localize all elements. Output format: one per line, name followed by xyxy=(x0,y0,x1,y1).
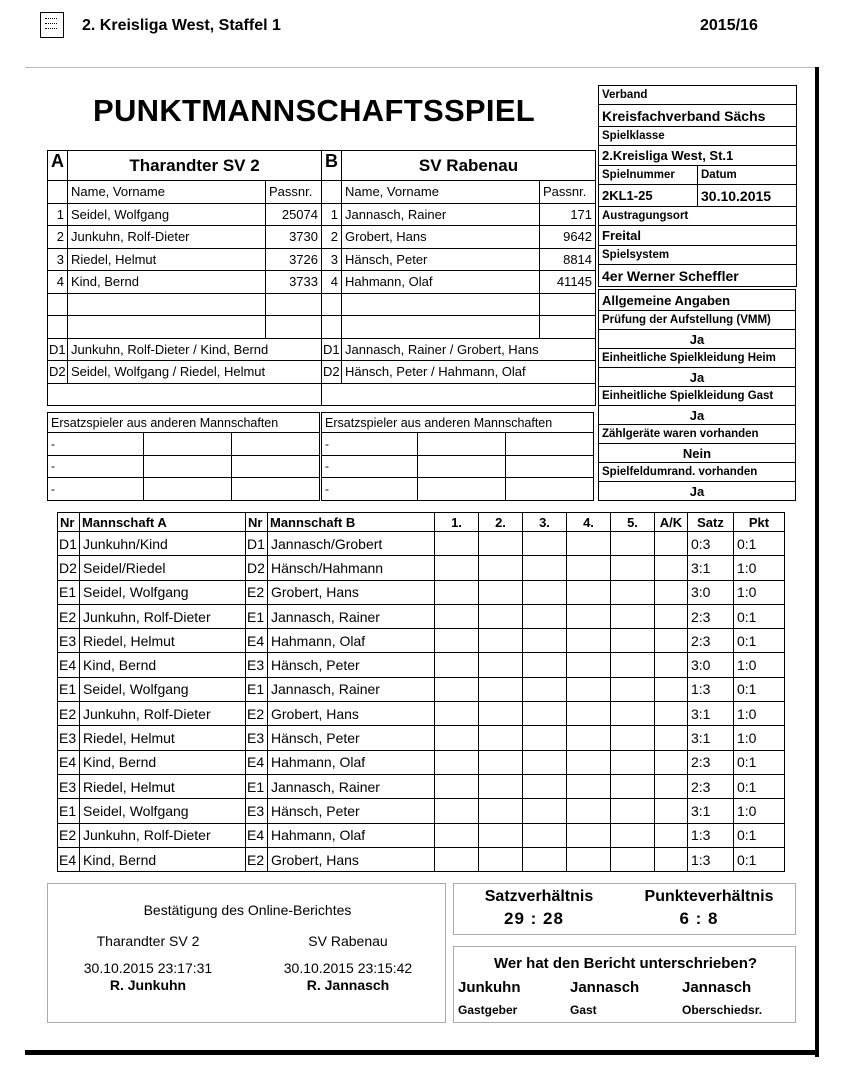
confirmation-title: Bestätigung des Online-Berichtes xyxy=(143,902,352,918)
team-a-letter: A xyxy=(48,151,68,181)
set-5 xyxy=(611,604,655,628)
confirmation-signer-b: R. Jannasch xyxy=(306,977,390,993)
ak-cell xyxy=(655,556,688,580)
set-4 xyxy=(567,629,611,653)
set-3 xyxy=(523,580,567,604)
match-pkt: 1:0 xyxy=(734,556,785,580)
match-player-a: Riedel, Helmut xyxy=(80,726,246,750)
set-4 xyxy=(567,774,611,798)
confirmation-time-b: 30.10.2015 23:15:42 xyxy=(283,960,413,976)
doubles-row: D1 Jannasch, Rainer / Grobert, Hans xyxy=(322,338,596,361)
role-guest: Gast xyxy=(570,1003,597,1017)
match-row xyxy=(58,556,785,580)
set-4 xyxy=(567,677,611,701)
set-2 xyxy=(479,629,523,653)
ak-cell xyxy=(655,726,688,750)
player-row: 2 Grobert, Hans 9642 xyxy=(322,226,596,249)
match-player-a: Riedel, Helmut xyxy=(80,629,246,653)
set-4 xyxy=(567,847,611,871)
player-row: 3 Hänsch, Peter 8814 xyxy=(322,248,596,271)
spielnummer-label: Spielnummer xyxy=(599,166,698,185)
match-satz: 3:1 xyxy=(688,726,734,750)
confirmation-team-a: Tharandter SV 2 xyxy=(96,933,200,949)
set-2 xyxy=(479,799,523,823)
signer-referee: Jannasch xyxy=(682,979,752,996)
match-row xyxy=(58,580,785,604)
set-2 xyxy=(479,750,523,774)
match-satz: 0:3 xyxy=(688,532,734,556)
match-player-b: Hänsch, Peter xyxy=(268,653,435,677)
ak-cell xyxy=(655,653,688,677)
match-nr-a: E3 xyxy=(58,726,80,750)
match-player-a: Seidel, Wolfgang xyxy=(80,580,246,604)
spielnummer-value: 2KL1-25 xyxy=(599,185,698,207)
match-satz: 3:0 xyxy=(688,653,734,677)
match-player-b: Jannasch, Rainer xyxy=(268,774,435,798)
set-1 xyxy=(435,629,479,653)
ak-cell xyxy=(655,702,688,726)
set-3 xyxy=(523,677,567,701)
set-2 xyxy=(479,556,523,580)
angaben-label: Spielfeldumrand. vorhanden xyxy=(599,463,796,482)
match-nr-a: E1 xyxy=(58,677,80,701)
set-3 xyxy=(523,556,567,580)
player-row: 4 Hahmann, Olaf 41145 xyxy=(322,271,596,294)
match-player-a: Junkuhn/Kind xyxy=(80,532,246,556)
set-1 xyxy=(435,726,479,750)
verband-label: Verband xyxy=(599,86,797,105)
ak-cell xyxy=(655,774,688,798)
set-4 xyxy=(567,556,611,580)
ak-cell xyxy=(655,532,688,556)
match-satz: 2:3 xyxy=(688,604,734,628)
match-pkt: 1:0 xyxy=(734,702,785,726)
match-player-b: Hänsch/Hahmann xyxy=(268,556,435,580)
match-pkt: 1:0 xyxy=(734,653,785,677)
set-2 xyxy=(479,677,523,701)
signer-guest: Jannasch xyxy=(570,979,640,996)
match-satz: 3:1 xyxy=(688,556,734,580)
datum-label: Datum xyxy=(698,166,797,185)
angaben-value: Ja xyxy=(599,330,796,349)
match-nr-b: E1 xyxy=(246,604,268,628)
match-player-a: Seidel/Riedel xyxy=(80,556,246,580)
set-2 xyxy=(479,823,523,847)
verband-value: Kreisfachverband Sächs xyxy=(599,105,797,127)
match-player-b: Jannasch, Rainer xyxy=(268,604,435,628)
ak-cell xyxy=(655,823,688,847)
set-3 xyxy=(523,532,567,556)
match-satz: 2:3 xyxy=(688,629,734,653)
matches-header: Nr Mannschaft A Nr Mannschaft B 1. 2. 3. 4. 5. A/K Satz Pkt xyxy=(58,513,785,532)
set-1 xyxy=(435,823,479,847)
match-player-b: Grobert, Hans xyxy=(268,847,435,871)
set-2 xyxy=(479,653,523,677)
verband-block xyxy=(598,85,796,287)
role-host: Gastgeber xyxy=(458,1003,518,1017)
set-1 xyxy=(435,580,479,604)
doubles-row: D1 Junkuhn, Rolf-Dieter / Kind, Bernd xyxy=(48,338,322,361)
match-row xyxy=(58,653,785,677)
team-a-block xyxy=(47,150,321,406)
set-5 xyxy=(611,750,655,774)
match-player-b: Hahmann, Olaf xyxy=(268,750,435,774)
player-row: 1 Seidel, Wolfgang 25074 xyxy=(48,203,322,226)
page-frame-top xyxy=(25,67,815,68)
match-player-b: Hahmann, Olaf xyxy=(268,629,435,653)
match-row xyxy=(58,750,785,774)
set-3 xyxy=(523,847,567,871)
match-nr-b: E2 xyxy=(246,847,268,871)
match-pkt: 0:1 xyxy=(734,604,785,628)
match-row xyxy=(58,629,785,653)
season: 2015/16 xyxy=(700,17,758,34)
system-value: 4er Werner Scheffler xyxy=(599,265,797,287)
confirmation-box xyxy=(47,883,446,1023)
match-satz: 2:3 xyxy=(688,774,734,798)
player-row: 4 Kind, Bernd 3733 xyxy=(48,271,322,294)
spielklasse-label: Spielklasse xyxy=(599,127,797,146)
set-4 xyxy=(567,580,611,604)
match-player-a: Riedel, Helmut xyxy=(80,774,246,798)
match-nr-a: E2 xyxy=(58,604,80,628)
match-pkt: 1:0 xyxy=(734,726,785,750)
match-satz: 3:1 xyxy=(688,702,734,726)
match-nr-b: E4 xyxy=(246,750,268,774)
angaben-block xyxy=(598,289,796,501)
subs-b-label: Ersatzspieler aus anderen Mannschaften xyxy=(322,413,594,433)
match-nr-a: E3 xyxy=(58,774,80,798)
match-player-a: Junkuhn, Rolf-Dieter xyxy=(80,823,246,847)
match-row xyxy=(58,799,785,823)
col-name-a: Name, Vorname xyxy=(68,181,266,204)
set-4 xyxy=(567,823,611,847)
page-title: PUNKTMANNSCHAFTSSPIEL xyxy=(93,93,536,128)
match-player-a: Kind, Bernd xyxy=(80,847,246,871)
set-2 xyxy=(479,726,523,750)
match-row xyxy=(58,677,785,701)
match-satz: 1:3 xyxy=(688,677,734,701)
role-referee: Oberschiedsr. xyxy=(682,1003,763,1017)
matches-block xyxy=(57,512,784,872)
set-3 xyxy=(523,604,567,628)
match-nr-b: D1 xyxy=(246,532,268,556)
match-row xyxy=(58,702,785,726)
ak-cell xyxy=(655,629,688,653)
set-5 xyxy=(611,726,655,750)
punkte-label: Punkteverhältnis xyxy=(644,888,774,905)
match-satz: 3:1 xyxy=(688,799,734,823)
match-nr-b: E3 xyxy=(246,799,268,823)
signed-box xyxy=(453,946,796,1023)
match-pkt: 0:1 xyxy=(734,629,785,653)
angaben-label: Einheitliche Spielkleidung Heim xyxy=(599,349,796,368)
satz-label: Satzverhältnis xyxy=(484,888,594,905)
set-1 xyxy=(435,677,479,701)
match-nr-a: D2 xyxy=(58,556,80,580)
player-row: 2 Junkuhn, Rolf-Dieter 3730 xyxy=(48,226,322,249)
document-icon xyxy=(40,12,64,38)
ak-cell xyxy=(655,580,688,604)
set-4 xyxy=(567,750,611,774)
match-nr-a: E1 xyxy=(58,580,80,604)
match-nr-a: E4 xyxy=(58,750,80,774)
match-player-b: Hänsch, Peter xyxy=(268,726,435,750)
angaben-value: Ja xyxy=(599,482,796,501)
set-4 xyxy=(567,726,611,750)
match-pkt: 1:0 xyxy=(734,580,785,604)
match-nr-a: E4 xyxy=(58,847,80,871)
set-5 xyxy=(611,580,655,604)
ak-cell xyxy=(655,604,688,628)
match-nr-b: E2 xyxy=(246,580,268,604)
match-nr-b: E2 xyxy=(246,702,268,726)
match-player-b: Jannasch, Rainer xyxy=(268,677,435,701)
page-frame-bottom xyxy=(25,1050,819,1055)
set-4 xyxy=(567,702,611,726)
match-pkt: 1:0 xyxy=(734,799,785,823)
set-1 xyxy=(435,702,479,726)
match-nr-b: E4 xyxy=(246,629,268,653)
team-b-letter: B xyxy=(322,151,342,181)
set-2 xyxy=(479,532,523,556)
ort-value: Freital xyxy=(599,226,797,246)
angaben-value: Nein xyxy=(599,444,796,463)
signed-question: Wer hat den Bericht unterschrieben? xyxy=(493,955,758,972)
set-1 xyxy=(435,556,479,580)
datum-value: 30.10.2015 xyxy=(698,185,797,207)
match-nr-b: E4 xyxy=(246,823,268,847)
doubles-row: D2 Hänsch, Peter / Hahmann, Olaf xyxy=(322,361,596,384)
punkte-value: 6 : 8 xyxy=(679,909,719,928)
match-player-a: Kind, Bernd xyxy=(80,653,246,677)
set-3 xyxy=(523,653,567,677)
match-satz: 2:3 xyxy=(688,750,734,774)
match-player-a: Junkuhn, Rolf-Dieter xyxy=(80,604,246,628)
set-3 xyxy=(523,629,567,653)
set-4 xyxy=(567,532,611,556)
set-5 xyxy=(611,774,655,798)
col-name-b: Name, Vorname xyxy=(342,181,540,204)
ort-label: Austragungsort xyxy=(599,207,797,226)
match-pkt: 0:1 xyxy=(734,823,785,847)
match-satz: 1:3 xyxy=(688,823,734,847)
totals-box xyxy=(453,883,796,935)
match-row xyxy=(58,604,785,628)
set-5 xyxy=(611,677,655,701)
col-pass-a: Passnr. xyxy=(266,181,322,204)
match-nr-b: E1 xyxy=(246,774,268,798)
ak-cell xyxy=(655,847,688,871)
set-2 xyxy=(479,580,523,604)
col-pass-b: Passnr. xyxy=(540,181,596,204)
set-2 xyxy=(479,774,523,798)
set-5 xyxy=(611,823,655,847)
set-3 xyxy=(523,823,567,847)
match-nr-b: E3 xyxy=(246,726,268,750)
match-player-a: Seidel, Wolfgang xyxy=(80,677,246,701)
set-5 xyxy=(611,702,655,726)
match-nr-b: D2 xyxy=(246,556,268,580)
set-1 xyxy=(435,604,479,628)
set-5 xyxy=(611,653,655,677)
match-nr-a: E3 xyxy=(58,629,80,653)
set-3 xyxy=(523,750,567,774)
set-5 xyxy=(611,532,655,556)
team-b-block xyxy=(321,150,595,406)
team-b-name: SV Rabenau xyxy=(342,151,596,181)
match-nr-a: D1 xyxy=(58,532,80,556)
match-nr-a: E2 xyxy=(58,702,80,726)
set-5 xyxy=(611,629,655,653)
match-row xyxy=(58,532,785,556)
satz-value: 29 : 28 xyxy=(504,909,564,928)
set-1 xyxy=(435,750,479,774)
subs-b-block: Ersatzspieler aus anderen Mannschaften - - - xyxy=(321,412,593,501)
match-nr-a: E1 xyxy=(58,799,80,823)
match-row xyxy=(58,774,785,798)
match-pkt: 0:1 xyxy=(734,532,785,556)
set-1 xyxy=(435,653,479,677)
set-3 xyxy=(523,726,567,750)
set-4 xyxy=(567,604,611,628)
doubles-row: D2 Seidel, Wolfgang / Riedel, Helmut xyxy=(48,361,322,384)
match-pkt: 0:1 xyxy=(734,774,785,798)
confirmation-time-a: 30.10.2015 23:17:31 xyxy=(83,960,213,976)
angaben-value: Ja xyxy=(599,406,796,425)
subs-a-block: Ersatzspieler aus anderen Mannschaften - - - xyxy=(47,412,319,501)
match-nr-a: E2 xyxy=(58,823,80,847)
match-player-b: Hänsch, Peter xyxy=(268,799,435,823)
set-2 xyxy=(479,604,523,628)
match-satz: 1:3 xyxy=(688,847,734,871)
match-row xyxy=(58,847,785,871)
match-nr-a: E4 xyxy=(58,653,80,677)
match-row xyxy=(58,823,785,847)
set-3 xyxy=(523,799,567,823)
set-1 xyxy=(435,774,479,798)
ak-cell xyxy=(655,750,688,774)
angaben-label: Zählgeräte waren vorhanden xyxy=(599,425,796,444)
set-4 xyxy=(567,799,611,823)
match-pkt: 0:1 xyxy=(734,677,785,701)
match-satz: 3:0 xyxy=(688,580,734,604)
match-player-b: Jannasch/Grobert xyxy=(268,532,435,556)
match-row xyxy=(58,726,785,750)
angaben-label: Einheitliche Spielkleidung Gast xyxy=(599,387,796,406)
match-player-a: Seidel, Wolfgang xyxy=(80,799,246,823)
set-3 xyxy=(523,702,567,726)
match-player-b: Hahmann, Olaf xyxy=(268,823,435,847)
match-nr-b: E3 xyxy=(246,653,268,677)
set-4 xyxy=(567,653,611,677)
page-frame-right xyxy=(815,67,819,1057)
angaben-label: Prüfung der Aufstellung (VMM) xyxy=(599,311,796,330)
confirmation-team-b: SV Rabenau xyxy=(308,933,388,949)
set-2 xyxy=(479,702,523,726)
set-5 xyxy=(611,847,655,871)
league-title: 2. Kreisliga West, Staffel 1 xyxy=(82,17,281,34)
set-1 xyxy=(435,532,479,556)
match-pkt: 0:1 xyxy=(734,847,785,871)
set-5 xyxy=(611,799,655,823)
player-row: 3 Riedel, Helmut 3726 xyxy=(48,248,322,271)
subs-a-label: Ersatzspieler aus anderen Mannschaften xyxy=(48,413,320,433)
match-player-b: Grobert, Hans xyxy=(268,580,435,604)
set-1 xyxy=(435,847,479,871)
confirmation-signer-a: R. Junkuhn xyxy=(109,977,187,993)
player-row: 1 Jannasch, Rainer 171 xyxy=(322,203,596,226)
set-1 xyxy=(435,799,479,823)
set-5 xyxy=(611,556,655,580)
signer-host: Junkuhn xyxy=(458,979,521,996)
match-player-a: Junkuhn, Rolf-Dieter xyxy=(80,702,246,726)
match-pkt: 0:1 xyxy=(734,750,785,774)
set-2 xyxy=(479,847,523,871)
team-a-name: Tharandter SV 2 xyxy=(68,151,322,181)
match-nr-b: E1 xyxy=(246,677,268,701)
angaben-title: Allgemeine Angaben xyxy=(599,290,796,311)
spielklasse-value: 2.Kreisliga West, St.1 xyxy=(599,146,797,166)
ak-cell xyxy=(655,799,688,823)
match-player-b: Grobert, Hans xyxy=(268,702,435,726)
set-3 xyxy=(523,774,567,798)
ak-cell xyxy=(655,677,688,701)
match-player-a: Kind, Bernd xyxy=(80,750,246,774)
angaben-value: Ja xyxy=(599,368,796,387)
system-label: Spielsystem xyxy=(599,246,797,265)
